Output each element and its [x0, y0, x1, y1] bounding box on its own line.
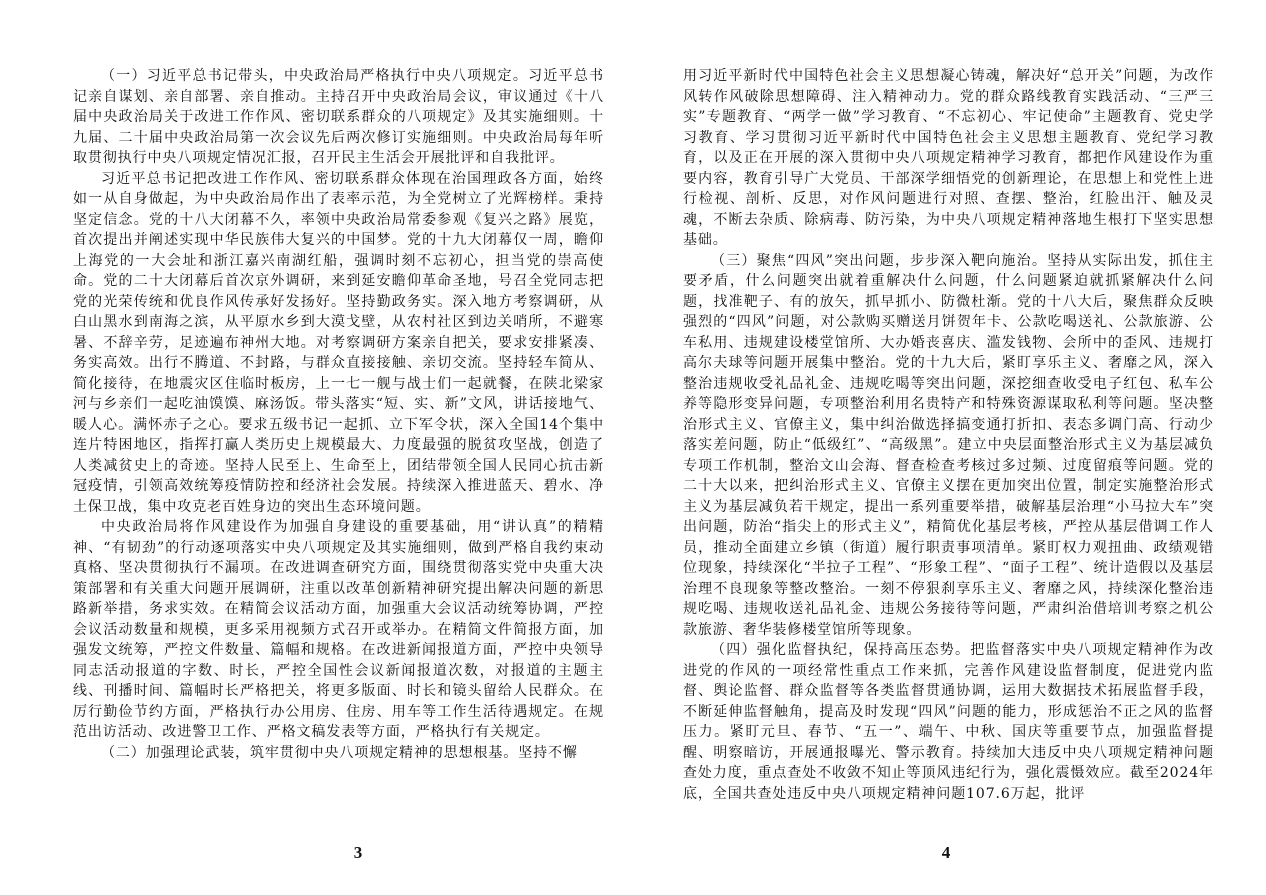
paragraph: 中央政治局将作风建设作为加强自身建设的重要基础，用“讲认真”的精精神、“有韧劲”的行动逐项落实中央八项规定及其实施细则，做到严格自我约束动真格、坚决贯彻执行不漏项。在改进调查研究方面，围绕贯彻落实党中央重大决策部署和有关重大问题开展调研，注重以改革创新精神研究提出解决问题的新思路新举措，务求实效。在精简会议活动方面，加强重大会议活动统筹协调，严控会议活动数量和规模，更多采用视频方式召开或举办。在精简文件简报方面，加强发文统筹，严控文件数量、篇幅和规格。在改进新闻报道方面，严控中央领导同志活动报道的字数、时长，严控全国性会议新闻报道次数，对报道的主题主线、刊播时间、篇幅时长严格把关，将更多版面、时长和镜头留给人民群众。在厉行勤俭节约方面，严格执行办公用房、住房、用车等工作生活待遇规定。在规范出访活动、改进警卫工作、严格文稿发表等方面，严格执行有关规定。	[73, 519, 604, 740]
paragraph: （三）聚焦“四风”突出问题，步步深入靶向施治。坚持从实际出发，抓住主要矛盾，什么问题突出就着重解决什么问题，什么问题紧迫就抓紧解决什么问题，找准靶子、有的放矢，抓早抓小、防微杜渐。党的十八大后，聚焦群众反映强烈的“四风”问题，对公款购买赠送月饼贺年卡、公款吃喝送礼、公款旅游、公车私用、违规建设楼堂馆所、大办婚丧喜庆、滥发钱物、会所中的歪风、违规打高尔夫球等问题开展集中整治。党的十九大后，紧盯享乐主义、奢靡之风，深入整治违规收受礼品礼金、违规吃喝等突出问题，深挖细查收受电子红包、私车公养等隐形变异问题，专项整治利用名贵特产和特殊资源谋取私利等问题。坚决整治形式主义、官僚主义，集中纠治做选择搞变通打折扣、表态多调门高、行动少落实差问题，防止“低级红”、“高级黑”。建立中央层面整治形式主义为基层减负专项工作机制，整治文山会海、督查检查考核过多过频、过度留痕等问题。党的二十大以来，把纠治形式主义、官僚主义摆在更加突出位置，制定实施整治形式主义为基层减负若干规定，提出一系列重要举措，破解基层治理“小马拉大车”突出问题，防治“指尖上的形式主义”，精简优化基层考核，严控从基层借调工作人员，推动全面建立乡镇（街道）履行职责事项清单。紧盯权力观扭曲、政绩观错位现象，持续深化“半拉子工程”、“形象工程”、“面子工程”、统计造假以及基层治理不良现象等整改整治。一刻不停狠刹享乐主义、奢靡之风，持续深化整治违规吃喝、违规收送礼品礼金、违规公务接待等问题，严肃纠治借培训考察之机公款旅游、奢华装修楼堂馆所等现象。	[683, 252, 1214, 638]
right-page	[683, 66, 1214, 804]
paragraph: （二）加强理论武装，筑牢贯彻中央八项规定精神的思想根基。坚持不懈	[101, 744, 578, 761]
page-number-right: 4	[941, 843, 951, 862]
paragraph: 用习近平新时代中国特色社会主义思想凝心铸魂，解决好“总开关”问题，为改作风转作风破除思想障碍、注入精神动力。党的群众路线教育实践活动、“三严三实”专题教育、“两学一做”学习教育、“不忘初心、牢记使命”主题教育、党史学习教育、学习贯彻习近平新时代中国特色社会主义思想主题教育、党纪学习教育，以及正在开展的深入贯彻中央八项规定精神学习教育，都把作风建设作为重要内容，教育引导广大党员、干部深学细悟党的创新理论，在思想上和党性上进行检视、剖析、反思，对作风问题进行对照、查摆、整治，红脸出汗、触及灵魂，不断去杂质、除病毒、防污染，为中央八项规定精神落地生根打下坚实思想基础。	[683, 68, 1214, 248]
left-page	[73, 66, 604, 763]
page-number-left: 3	[353, 843, 363, 862]
paragraph: （一）习近平总书记带头，中央政治局严格执行中央八项规定。习近平总书记亲自谋划、亲自部署、亲自推动。主持召开中央政治局会议，审议通过《十八届中央政治局关于改进工作作风、密切联系群众的八项规定》及其实施细则。十九届、二十届中央政治局第一次会议先后两次修订实施细则。中央政治局每年听取贯彻执行中央八项规定情况汇报，召开民主生活会开展批评和自我批评。	[73, 68, 604, 166]
paragraph: 习近平总书记把改进工作作风、密切联系群众体现在治国理政各方面，始终如一从自身做起，为中央政治局作出了表率示范，为全党树立了光辉榜样。秉持坚定信念。党的十八大闭幕不久，率领中央政治局常委参观《复兴之路》展览，首次提出并阐述实现中华民族伟大复兴的中国梦。党的十九大闭幕仅一周，瞻仰上海党的一大会址和浙江嘉兴南湖红船，强调时刻不忘初心，担当党的崇高使命。党的二十大闭幕后首次京外调研，来到延安瞻仰革命圣地，号召全党同志把党的光荣传统和优良作风传承好发扬好。坚持勤政务实。深入地方考察调研，从白山黑水到南海之滨，从平原水乡到大漠戈壁，从农村社区到边关哨所，不避寒暑、不辞辛劳，足迹遍布神州大地。对考察调研方案亲自把关，要求安排紧凑、务实高效。出行不腾道、不封路，与群众直接接触、亲切交流。坚持轻车简从、简化接待，在地震灾区住临时板房，上一七一舰与战士们一起就餐，在陕北梁家河与乡亲们一起吃油馍馍、麻汤饭。带头落实“短、实、新”文风，讲话接地气、暖人心。满怀赤子之心。要求五级书记一起抓、立下军令状，深入全国14个集中连片特困地区，指挥打赢人类历史上规模最大、力度最强的脱贫攻坚战，创造了人类减贫史上的奇迹。坚持人民至上、生命至上，团结带领全国人民同心抗击新冠疫情，引领高效统筹疫情防控和经济社会发展。持续深入推进蓝天、碧水、净土保卫战，集中攻克老百姓身边的突出生态环境问题。	[73, 170, 604, 515]
paragraph: （四）强化监督执纪，保持高压态势。把监督落实中央八项规定精神作为改进党的作风的一项经常性重点工作来抓，完善作风建设监督制度，促进党内监督、舆论监督、群众监督等各类监督贯通协调，运用大数据技术拓展监督手段，不断延伸监督触角，提高及时发现“四风”问题的能力，形成惩治不正之风的监督压力。紧盯元旦、春节、“五一”、端午、中秋、国庆等重要节点，加强监督提醒、明察暗访，开展通报曝光、警示教育。持续加大违反中央八项规定精神问题查处力度，重点查处不收敛不知止等顶风违纪行为，强化震慑效应。截至2024年底，全国共查处违反中央八项规定精神问题107.6万起，批评	[683, 642, 1214, 802]
